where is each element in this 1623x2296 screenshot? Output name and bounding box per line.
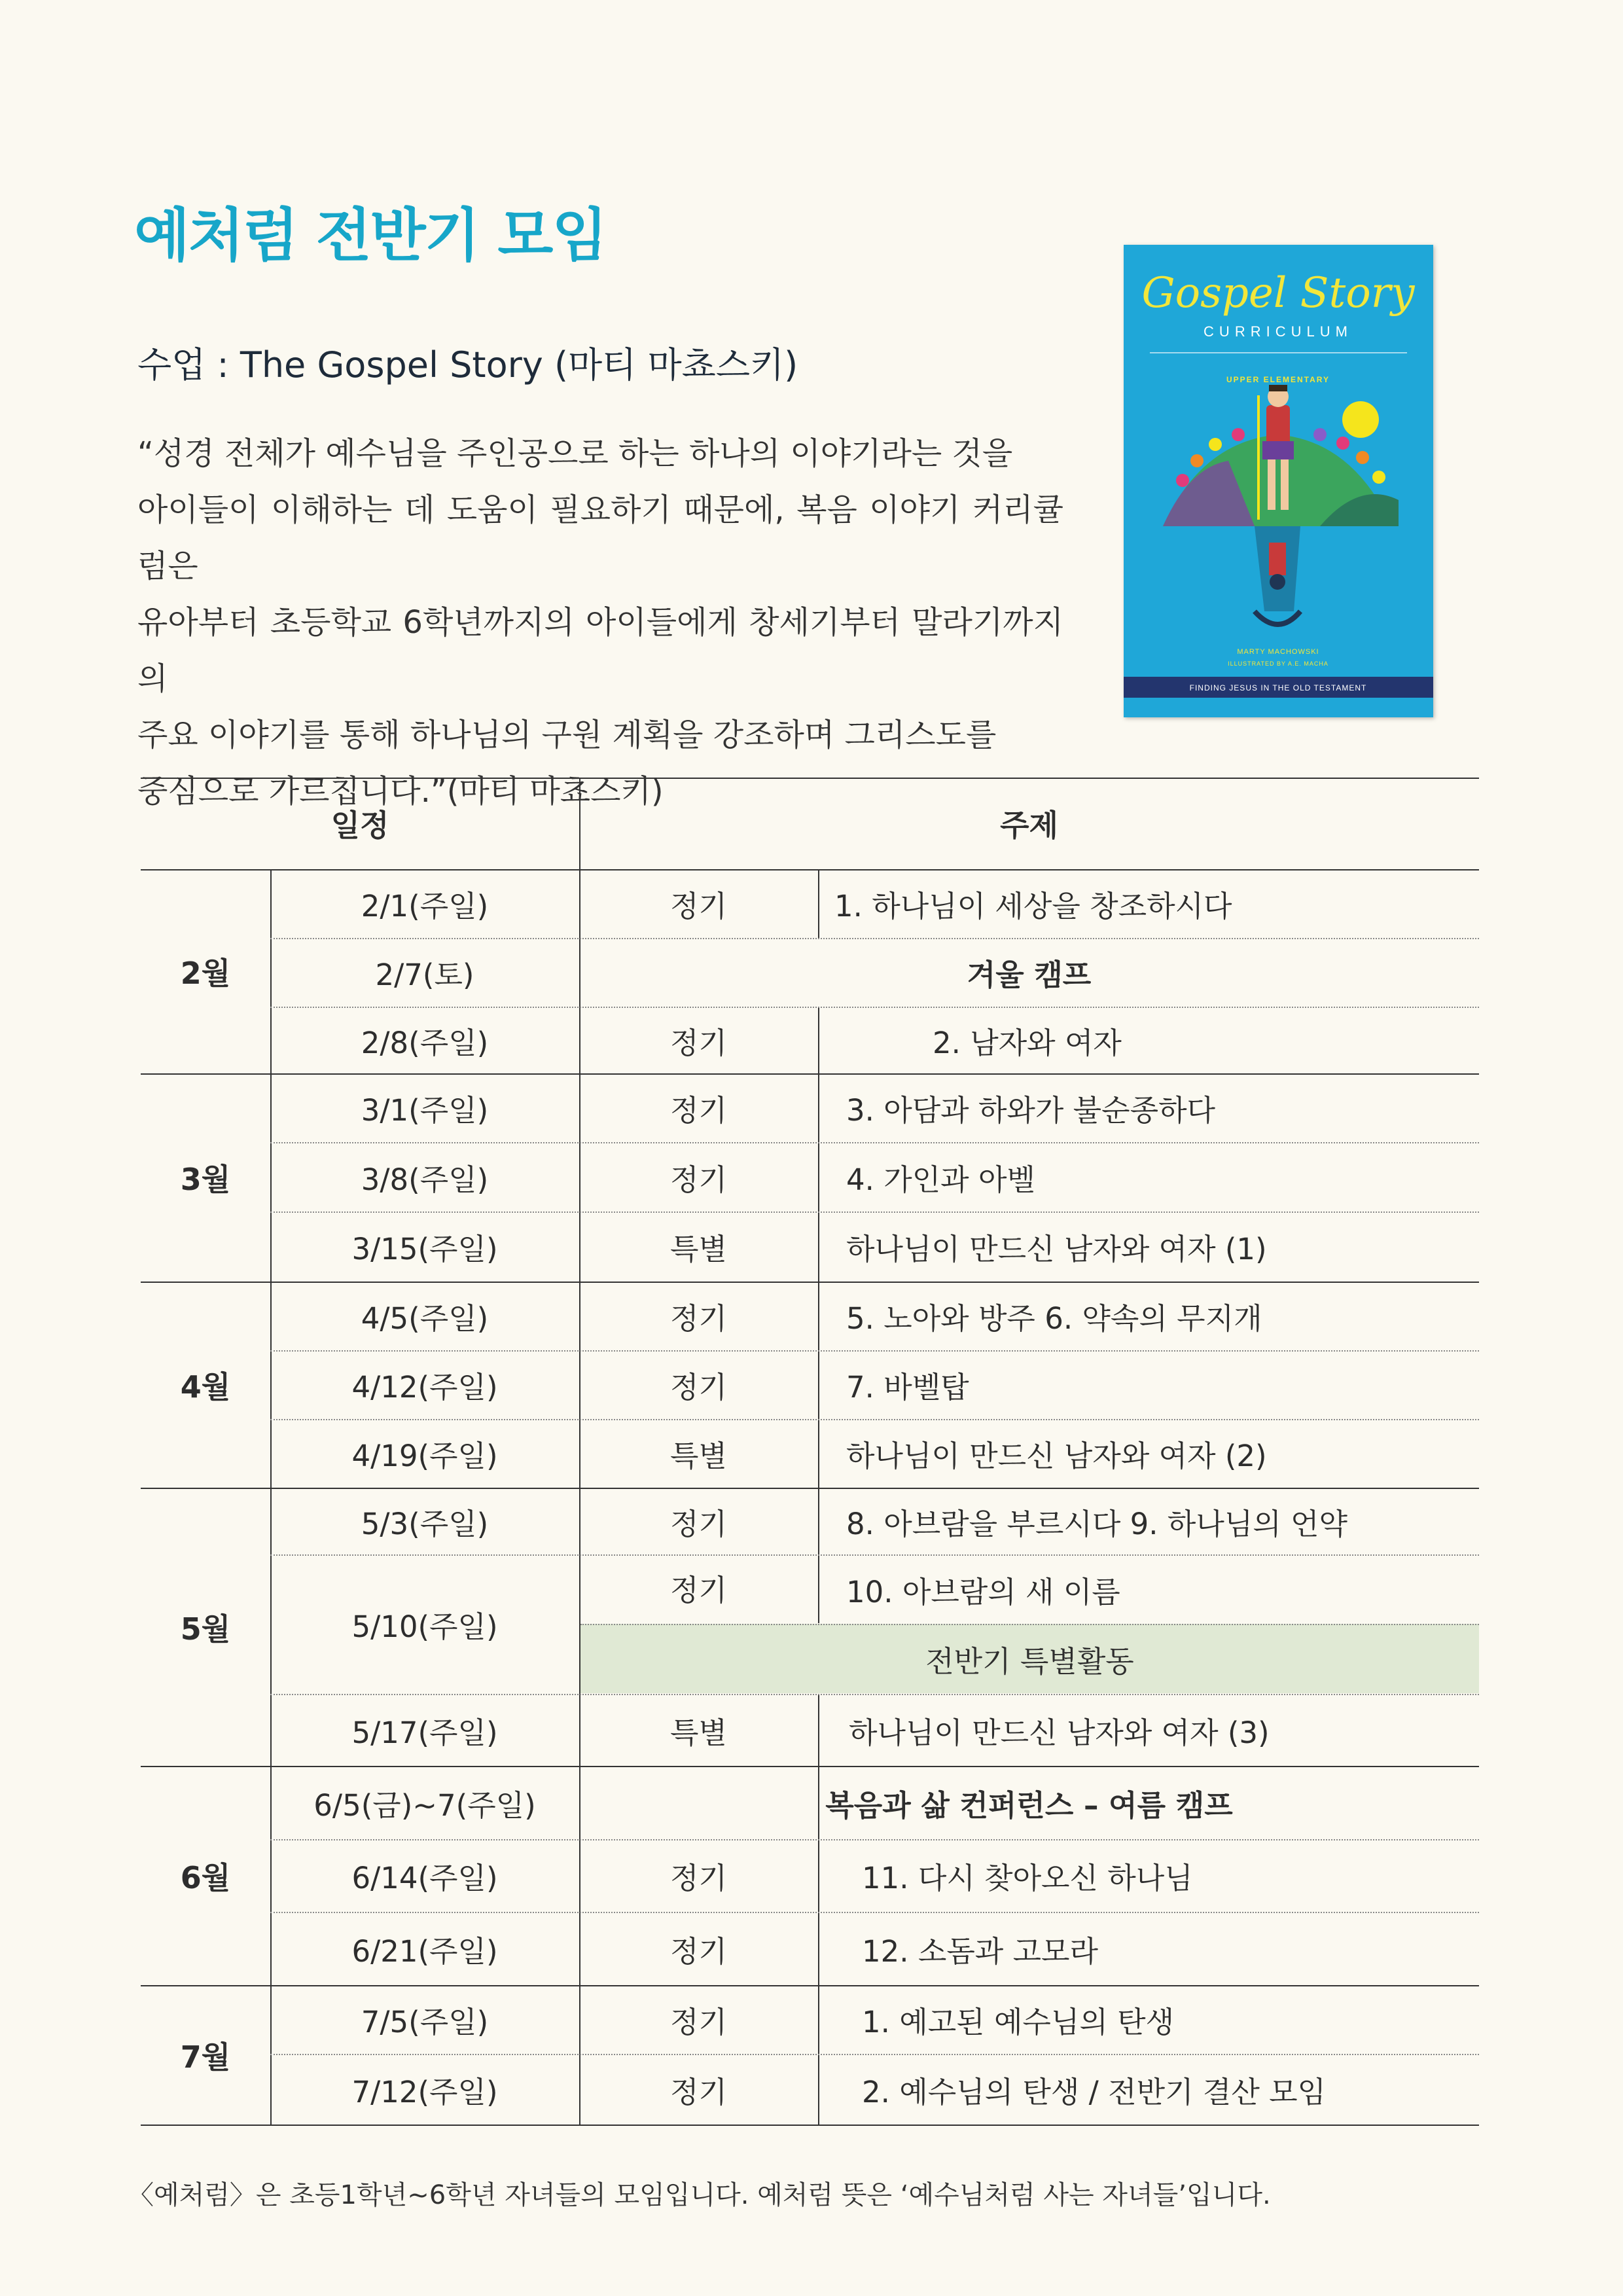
topic-cell: 하나님이 만드신 남자와 여자 (1) (846, 1232, 1267, 1266)
page-title: 예처럼 전반기 모임 (134, 202, 607, 269)
date-cell: 7/12(주일) (351, 2074, 498, 2109)
type-cell: 정기 (670, 1506, 727, 1541)
type-cell: 정기 (670, 1861, 727, 1895)
date-cell: 2/8(주일) (361, 1025, 489, 1060)
type-cell: 특별 (670, 1715, 727, 1750)
type-cell: 정기 (670, 1093, 727, 1128)
topic-cell: 겨울 캠프 (967, 958, 1092, 992)
type-cell: 정기 (670, 2005, 727, 2039)
month-label: 4월 (180, 1369, 231, 1405)
topic-cell: 1. 하나님이 세상을 창조하시다 (834, 889, 1232, 924)
quote-line: 유아부터 초등학교 6학년까지의 아이들에게 창세기부터 말라기까지의 (137, 604, 1063, 697)
book-level: UPPER ELEMENTARY (1226, 375, 1330, 384)
book-author: MARTY MACHOWSKI (1237, 648, 1319, 656)
type-cell: 정기 (670, 2074, 727, 2109)
topic-cell: 하나님이 만드신 남자와 여자 (2) (846, 1439, 1267, 1473)
date-cell: 6/5(금)~7(주일) (313, 1787, 536, 1823)
book-subtitle: CURRICULUM (1204, 323, 1353, 340)
topic-cell: 복음과 삶 컨퍼런스 – 여름 캠프 (825, 1787, 1233, 1823)
special-activity-label: 전반기 특별활동 (925, 1644, 1134, 1679)
book-cover-image (1124, 245, 1433, 717)
footnote: 〈예처럼〉은 초등1학년~6학년 자녀들의 모임입니다. 예처럼 뜻은 ‘예수님처럼 사는 자녀들’입니다. (128, 2180, 1271, 2210)
header-schedule: 일정 (330, 808, 389, 843)
type-cell: 특별 (670, 1439, 727, 1473)
topic-cell: 하나님이 만드신 남자와 여자 (3) (849, 1715, 1270, 1750)
date-cell: 5/10(주일) (351, 1609, 498, 1644)
topic-cell: 8. 아브람을 부르시다 9. 하나님의 언약 (846, 1506, 1347, 1541)
date-cell: 5/3(주일) (361, 1506, 489, 1541)
book-illustrator: ILLUSTRATED BY A.E. MACHA (1228, 660, 1329, 667)
date-cell: 4/12(주일) (351, 1370, 498, 1405)
topic-cell: 5. 노아와 방주 6. 약속의 무지개 (846, 1301, 1262, 1336)
type-cell: 정기 (670, 1572, 727, 1607)
quote-line: 주요 이야기를 통해 하나님의 구원 계획을 강조하며 그리스도를 (137, 717, 997, 753)
topic-cell: 12. 소돔과 고모라 (862, 1933, 1098, 1969)
date-cell: 3/1(주일) (361, 1093, 489, 1128)
month-label: 6월 (180, 1859, 231, 1895)
topic-cell: 7. 바벨탑 (846, 1370, 969, 1405)
date-cell: 3/8(주일) (361, 1162, 489, 1197)
header-topic: 주제 (1000, 808, 1058, 843)
quote-line: 아이들이 이해하는 데 도움이 필요하기 때문에, 복음 이야기 커리큘럼은 (137, 492, 1063, 584)
month-label: 7월 (180, 2039, 231, 2075)
quote-line: “성경 전체가 예수님을 주인공으로 하는 하나의 이야기라는 것을 (137, 435, 1013, 472)
book-title: Gospel Story (1141, 269, 1415, 317)
type-cell: 정기 (670, 1933, 727, 1969)
date-cell: 7/5(주일) (361, 2005, 489, 2039)
topic-cell: 2. 예수님의 탄생 / 전반기 결산 모임 (862, 2074, 1327, 2109)
date-cell: 2/1(주일) (361, 889, 489, 924)
date-cell: 6/21(주일) (351, 1933, 498, 1969)
book-tagline: FINDING JESUS IN THE OLD TESTAMENT (1189, 683, 1367, 692)
topic-cell: 4. 가인과 아벨 (846, 1162, 1035, 1197)
topic-cell: 2. 남자와 여자 (933, 1025, 1122, 1060)
type-cell: 정기 (670, 1301, 727, 1336)
date-cell: 2/7(토) (375, 958, 474, 992)
curriculum-quote (137, 425, 1063, 819)
topic-cell: 1. 예고된 예수님의 탄생 (862, 2005, 1175, 2039)
type-cell: 정기 (670, 1025, 727, 1060)
month-label: 5월 (180, 1611, 231, 1647)
date-cell: 6/14(주일) (351, 1861, 498, 1895)
quote-line: 중심으로 가르칩니다.”(마티 마쵸스키) (137, 773, 664, 810)
topic-cell: 11. 다시 찾아오신 하나님 (862, 1861, 1193, 1895)
date-cell: 5/17(주일) (351, 1715, 498, 1750)
type-cell: 정기 (670, 1370, 727, 1405)
month-label: 3월 (180, 1162, 231, 1197)
lesson-title: 수업 : The Gospel Story (마티 마쵸스키) (137, 344, 798, 386)
date-cell: 3/15(주일) (351, 1232, 498, 1266)
type-cell: 정기 (670, 1162, 727, 1197)
month-label: 2월 (180, 956, 231, 991)
date-cell: 4/19(주일) (351, 1439, 498, 1473)
topic-cell: 3. 아담과 하와가 불순종하다 (846, 1093, 1216, 1128)
type-cell: 정기 (670, 889, 727, 924)
sun-icon (1342, 401, 1379, 438)
topic-cell: 10. 아브람의 새 이름 (846, 1574, 1120, 1609)
date-cell: 4/5(주일) (361, 1301, 489, 1336)
type-cell: 특별 (670, 1232, 727, 1266)
